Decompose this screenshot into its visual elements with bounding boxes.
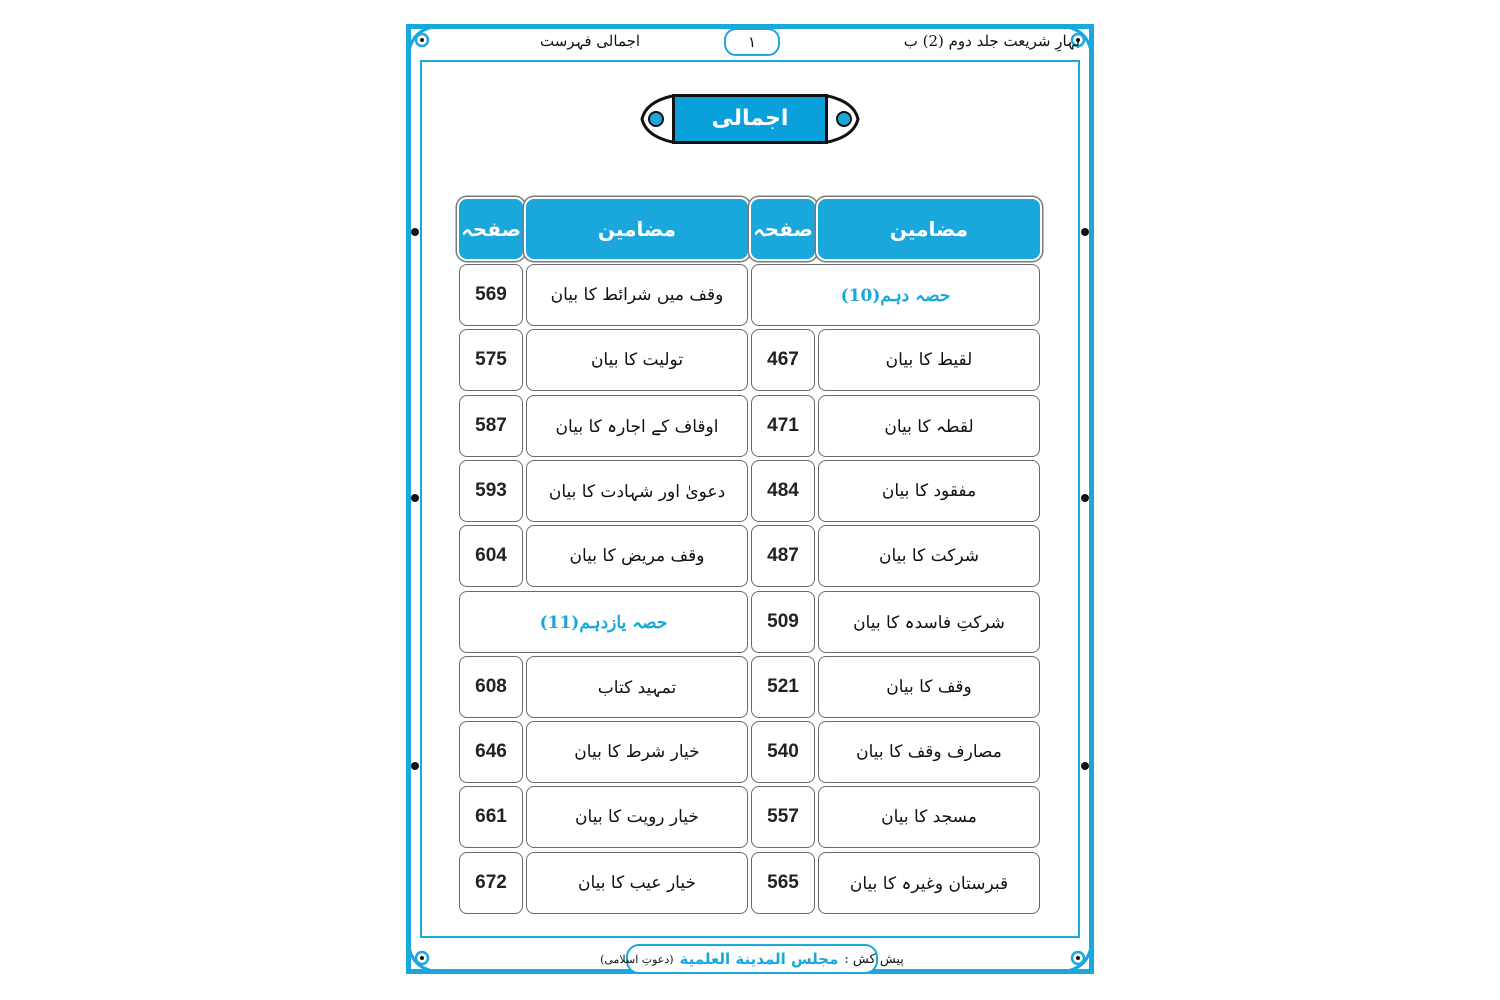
toc-topic-right-text: مصارف وقف کا بیان <box>856 742 1002 762</box>
toc-page-right-text: 521 <box>767 676 799 697</box>
corner-ornament-icon <box>404 932 448 976</box>
toc-topic-left <box>526 395 748 457</box>
toc-topic-right-text: وقف کا بیان <box>886 677 972 697</box>
header-page-left-text: صفحہ <box>461 217 521 241</box>
toc-page-left <box>459 460 523 522</box>
toc-page-left-text: 672 <box>475 872 507 893</box>
toc-page-right <box>751 329 815 391</box>
footer-credit <box>600 944 904 974</box>
toc-page-right <box>751 525 815 587</box>
corner-ornament-icon <box>1052 932 1096 976</box>
toc-topic-right-text: لقیط کا بیان <box>885 350 973 370</box>
toc-page-left <box>459 786 523 848</box>
footer-subtitle: (دعوتِ اسلامی) <box>600 952 674 966</box>
toc-page-right <box>751 460 815 522</box>
toc-page-right <box>751 852 815 914</box>
toc-topic-right-text: قبرستان وغیرہ کا بیان <box>849 873 1009 894</box>
toc-topic-left <box>526 852 748 914</box>
page-number: ۱ <box>724 28 780 56</box>
frame-dot-icon <box>411 228 419 236</box>
frame-dot-icon <box>1081 494 1089 502</box>
toc-page-right-text: 471 <box>767 415 799 436</box>
toc-page-left <box>459 329 523 391</box>
toc-page-right <box>751 395 815 457</box>
toc-topic-left-text: دعویٰ اور شہادت کا بیان <box>548 481 726 502</box>
toc-page-right <box>751 591 815 653</box>
header-page-left <box>459 199 523 259</box>
toc-page-left-text: 661 <box>475 806 507 827</box>
toc-page-left <box>459 264 523 326</box>
header-topic-left-text: مضامین <box>597 217 677 241</box>
toc-topic-left <box>526 721 748 783</box>
header-topic-right-text: مضامین <box>889 217 969 241</box>
header-page-right <box>751 199 815 259</box>
toc-topic-right <box>818 525 1040 587</box>
title-ornament-left-icon <box>638 92 674 146</box>
toc-topic-right <box>818 786 1040 848</box>
toc-page-left <box>459 721 523 783</box>
toc-page-left-text: 587 <box>475 415 507 436</box>
title-ornament-right-icon <box>826 92 862 146</box>
toc-topic-right <box>818 395 1040 457</box>
toc-page-left-text: 569 <box>475 284 507 305</box>
section-heading-left-text: حصہ یازدہم(11) <box>539 612 668 633</box>
toc-page-left-text: 575 <box>475 349 507 370</box>
toc-page-left <box>459 525 523 587</box>
section-heading-left <box>459 591 748 653</box>
toc-topic-right-text: مسجد کا بیان <box>881 807 977 827</box>
header-page-right-text: صفحہ <box>753 217 813 241</box>
toc-page-right-text: 509 <box>767 611 799 632</box>
toc-page-left-text: 608 <box>475 676 507 697</box>
toc-page-left-text: 593 <box>475 480 507 501</box>
toc-page-right <box>751 786 815 848</box>
toc-page-right-text: 565 <box>767 872 799 893</box>
toc-topic-left <box>526 264 748 326</box>
frame-dot-icon <box>1081 762 1089 770</box>
section-heading-right-text: حصہ دہم(10) <box>840 285 951 306</box>
toc-topic-right <box>818 591 1040 653</box>
toc-topic-right-text: مفقود کا بیان <box>881 481 977 501</box>
footer-label: پیش کش : <box>844 951 904 967</box>
toc-topic-left-text: خیار شرط کا بیان <box>574 742 700 762</box>
corner-ornament-icon <box>404 22 448 66</box>
toc-topic-right <box>818 460 1040 522</box>
toc-page-right-text: 487 <box>767 545 799 566</box>
toc-topic-right-text: شرکتِ فاسدہ کا بیان <box>853 612 1005 633</box>
toc-topic-left <box>526 786 748 848</box>
toc-topic-left-text: وقف مریض کا بیان <box>569 546 705 566</box>
frame-dot-icon <box>411 494 419 502</box>
toc-page-left-text: 604 <box>475 545 507 566</box>
toc-topic-left <box>526 525 748 587</box>
toc-page-right <box>751 721 815 783</box>
section-heading-right <box>751 264 1040 326</box>
toc-topic-left-text: خیار رویت کا بیان <box>575 807 699 827</box>
header-topic-right <box>818 199 1040 259</box>
frame-dot-icon <box>1081 228 1089 236</box>
toc-topic-right <box>818 329 1040 391</box>
toc-page-left <box>459 656 523 718</box>
toc-page-right-text: 484 <box>767 480 799 501</box>
toc-topic-left <box>526 656 748 718</box>
toc-page-left-text: 646 <box>475 741 507 762</box>
frame-dot-icon <box>411 762 419 770</box>
footer-organization: مجلس المدينة العلمية <box>679 950 839 968</box>
toc-topic-left-text: وقف میں شرائط کا بیان <box>550 285 724 305</box>
toc-page-right-text: 467 <box>767 349 799 370</box>
page-title: اجمالی فہرست <box>672 94 828 144</box>
toc-topic-right-text: لقطہ کا بیان <box>884 416 974 437</box>
running-header-book-title: بہارِ شریعت جلد دوم (2) ب <box>903 32 1080 50</box>
toc-topic-right <box>818 656 1040 718</box>
toc-page-right-text: 557 <box>767 806 799 827</box>
toc-page-left <box>459 852 523 914</box>
toc-page-left <box>459 395 523 457</box>
running-header-section: اجمالی فہرست <box>540 32 641 50</box>
toc-topic-right-text: شرکت کا بیان <box>878 546 980 566</box>
toc-page-right <box>751 656 815 718</box>
header-topic-left <box>526 199 748 259</box>
toc-topic-left-text: اوقاف کے اجارہ کا بیان <box>555 416 719 437</box>
toc-page-right-text: 540 <box>767 741 799 762</box>
toc-topic-left-text: تولیت کا بیان <box>590 350 684 370</box>
toc-topic-right <box>818 721 1040 783</box>
toc-topic-left-text: خیار عیب کا بیان <box>577 873 696 893</box>
toc-topic-left-text: تمہید کتاب <box>597 677 677 698</box>
toc-topic-left <box>526 329 748 391</box>
toc-topic-right <box>818 852 1040 914</box>
toc-topic-left <box>526 460 748 522</box>
